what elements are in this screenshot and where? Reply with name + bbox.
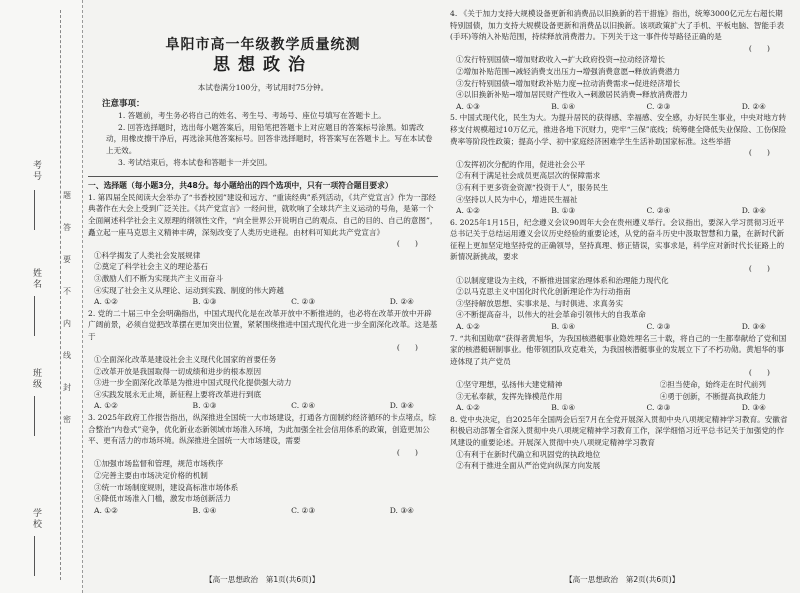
option: ②奠定了科学社会主义的理论基石 — [94, 262, 208, 272]
subject-title: 思想政治 — [213, 55, 313, 75]
question-stem: 5. 中国式现代化，民生为大。为提升居民的获得感、幸福感、安全感，办好民生事业，中央对地方转移支付规模超过10万亿元，推进各地下沉财力，兜牢“三保”底线；统筹健全降低失业保险、工伤保险费率等阶段性政策；提高小学、初中家庭经济困难学生生活补助国家标准。这些举措 — [450, 113, 787, 146]
choice-d: D. ③④ — [741, 322, 766, 332]
question-stem: 4. 《关于加力支持大规模设备更新和消费品以旧换新的若干措施》指出，统筹3000亿元左右超长期特别国债，加力支持大规模设备更新和消费品以旧换新。该项政策扩大了手机、平板电脑、智能手表(手环)等纳入补贴范围，持续释放消费潜力。下列关于这一事件传导路径正确的是 — [450, 9, 785, 42]
option: ②有利于推进全面从严治党向纵深方向发展 — [456, 461, 601, 471]
question-5 — [450, 112, 790, 216]
option: ②完善主要由市场决定价格的机制 — [94, 471, 208, 480]
option: ①科学揭发了人类社会发展规律 — [94, 250, 201, 260]
choice-c: C. ②④ — [646, 206, 671, 216]
question-stem: 8. 党中央决定，自2025年全国两会后至7月在全党开展深入贯彻中央八项规定精神学习教育。安徽省积极启动部署全省深入贯彻中央八项规定精神学习教育工作，深学细悟习近平总书记关于加强党的作风建设的重要论述。开展深入贯彻中央八项规定精神学习教育 — [450, 414, 788, 447]
choice-b: B. ①④ — [551, 101, 576, 111]
page-one-column — [88, 8, 438, 516]
question-3 — [88, 412, 438, 516]
name-label: 姓名 — [31, 268, 41, 290]
option: ④降低市场准入门槛，激发市场创新活力 — [94, 494, 231, 504]
school-line — [34, 536, 35, 576]
option: ①全面深化改革是建设社会主义现代化国家的首要任务 — [94, 355, 277, 365]
option: ②有利于满足社会成员更高层次的保障需求 — [456, 171, 601, 181]
answer-paren: ( ) — [396, 343, 418, 353]
answer-choices — [88, 296, 438, 308]
answer-paren: ( ) — [748, 43, 770, 53]
section-divider — [88, 176, 438, 177]
choice-a: A. ①② — [456, 403, 480, 413]
seal-char: 答 — [63, 223, 71, 232]
answer-choices — [450, 205, 790, 217]
answer-paren: ( ) — [748, 368, 770, 378]
choice-c: C. ②③ — [646, 403, 671, 413]
question-1 — [88, 192, 438, 308]
name-line — [34, 296, 35, 336]
choice-c: C. ②③ — [646, 101, 671, 111]
option: ①坚守理想，弘扬伟大建党精神 — [456, 380, 563, 389]
choice-a: A. ①② — [456, 206, 480, 216]
cut-line — [60, 10, 61, 580]
page-footer-left: 【高一思想政治 第1页(共6页)】 — [205, 575, 320, 584]
option: ①以制度建设为主线，不断推进国家治理体系和治理能力现代化 — [456, 275, 669, 285]
seal-char: 内 — [63, 319, 71, 328]
exam-title: 阜阳市高一年级教学质量统测 — [165, 37, 361, 53]
answer-paren: ( ) — [748, 264, 770, 274]
option-row — [450, 391, 790, 403]
option-row — [450, 379, 790, 391]
choice-d: D. ③④ — [741, 403, 766, 413]
option: ①有利于在新时代确立和巩固党的执政地位 — [456, 449, 601, 459]
school-label: 学校 — [31, 508, 41, 530]
choice-a: A. ①③ — [456, 101, 480, 111]
choice-b: B. ①③ — [192, 401, 217, 411]
option: ②改革开放是我国取得一切成绩和进步的根本原因 — [94, 366, 262, 376]
option: ③发行特别国债→增加财政补贴力度→拉动消费需求→促进经济增长 — [456, 78, 681, 88]
notice-item: 3. 考试结束后，将本试卷和答题卡一并交回。 — [118, 157, 272, 167]
option: ④以旧换新补贴→增加居民财产性收入→刺激居民消费→释放消费潜力 — [456, 90, 688, 100]
choice-a: A. ①② — [94, 297, 118, 307]
answer-paren: ( ) — [748, 148, 770, 158]
choice-b: B. ①④ — [551, 322, 576, 332]
choice-d: D. ③④ — [741, 206, 766, 216]
choice-d: D. ③④ — [389, 401, 414, 411]
page-two-column — [450, 8, 790, 472]
question-7 — [450, 333, 790, 414]
option: ③有利于更多资金资源“投资于人”，服务民生 — [456, 182, 609, 192]
question-stem: 2. 党的二十届三中全会明确指出，中国式现代化是在改革开放中不断推进的，也必将在改革开放中开辟广阔前景，必须自觉把改革摆在更加突出位置，紧紧围绕推进中国式现代化进一步全面深化改革。这是基于 — [88, 308, 438, 341]
section-heading: 一、选择题（每小题3分，共48分。每小题给出的四个选项中，只有一项符合题目要求） — [88, 181, 393, 191]
notice-item: 1. 答题前，考生务必将自己的姓名、考生号、考场号、座位号填写在答题卡上。 — [118, 111, 386, 121]
notice-item: 2. 回答选择题时，选出每小题答案后，用铅笔把答题卡上对应题目的答案标号涂黑。如需改动，用橡皮擦干净后，再选涂其他答案标号。回答非选择题时，将答案写在答题卡上。写在本试卷上无效。 — [106, 122, 433, 155]
choice-b: B. ①③ — [192, 297, 217, 307]
choice-a: A. ①② — [94, 505, 118, 515]
question-8 — [450, 414, 790, 472]
option: ③进一步全面深化改革是为推进中国式现代化提供强大动力 — [94, 378, 292, 388]
answer-choices — [88, 400, 438, 412]
option: ②担当使命，始终走在时代前列 — [659, 380, 766, 389]
option: ③无私奉献，发挥先锋模范作用 — [456, 391, 563, 401]
seal-char: 密 — [63, 415, 71, 424]
option: ③激励人们不断为实现共产主义而奋斗 — [94, 273, 224, 283]
seal-char: 封 — [63, 383, 71, 392]
choice-d: D. ③④ — [389, 505, 414, 515]
option: ④勇于创新，不断提高执政能力 — [659, 391, 766, 401]
seal-char: 要 — [63, 255, 71, 264]
exam-no-line — [34, 190, 35, 230]
choice-b: B. ①③ — [551, 206, 576, 216]
page-footer-right: 【高一思想政治 第2页(共6页)】 — [565, 575, 680, 584]
seal-char: 题 — [63, 191, 71, 200]
option: ①发行特别国债→增加财政收入→扩大政府投资→拉动经济增长 — [456, 55, 665, 65]
choice-c: C. ②③ — [291, 297, 316, 307]
question-4 — [450, 8, 790, 112]
answer-paren: ( ) — [396, 239, 418, 249]
question-stem: 6. 2025年1月15日，纪念遵义会议90周年大会在贵州遵义举行。会议指出，要深入学习贯彻习近平总书记关于总结运用遵义会议历史经验的重要论述，从党的奋斗历史中汲取智慧和力量，在新时代新征程上更加坚定地坚持党的正确领导，坚持真理、修正错误，实事求是，科学应对新时代长征路上的新情况新挑战，要求 — [450, 217, 785, 262]
answer-choices — [450, 101, 790, 113]
choice-d: D. ②④ — [741, 101, 766, 111]
choice-b: B. ①④ — [551, 403, 576, 413]
choice-a: A. ①② — [94, 401, 118, 411]
answer-choices — [88, 505, 438, 517]
option: ①加强市场监督和管理，规范市场秩序 — [94, 459, 224, 469]
binding-strip — [0, 0, 83, 593]
question-stem: 7. “共和国勋章”获得者黄旭华，为我国核潜艇事业隐姓埋名三十载，将自己的一生都奉献给了党和国家的核潜艇研制事业。他带领团队攻克难关，为我国核潜艇事业的发展立下了不朽功勋。黄旭华的事迹体现了共产党员 — [450, 333, 787, 366]
seal-char: 线 — [63, 351, 71, 360]
question-2 — [88, 308, 438, 412]
class-line — [34, 396, 35, 436]
exam-no-label: 考号 — [31, 160, 41, 182]
answer-paren: ( ) — [396, 447, 418, 457]
answer-choices — [450, 321, 790, 333]
choice-c: C. ②③ — [291, 505, 316, 515]
option: ②增加补贴范围→减轻消费支出压力→增强消费意愿→释放消费潜力 — [456, 66, 681, 76]
option: ④坚持以人民为中心，增进民生福祉 — [456, 194, 578, 204]
option: ④实践发展永无止境，新征程上要将改革进行到底 — [94, 389, 262, 399]
option: ④不断提高奋斗，以伟大的社会革命引领伟大的自我革命 — [456, 310, 646, 320]
answer-choices — [450, 402, 790, 414]
question-6 — [450, 217, 790, 333]
choice-b: B. ①④ — [192, 505, 217, 515]
class-label: 班级 — [31, 368, 41, 390]
notice-heading: 注意事项： — [102, 98, 145, 109]
score-info: 本试卷满分100分，考试用时75分钟。 — [197, 83, 329, 92]
choice-c: C. ②③ — [646, 322, 671, 332]
choice-c: C. ②④ — [291, 401, 316, 411]
seal-char: 不 — [63, 287, 71, 296]
option: ①发挥初次分配的作用，促进社会公平 — [456, 159, 586, 169]
option: ④实现了社会主义从理论、运动到实践、制度的伟大跨越 — [94, 285, 284, 295]
question-stem: 3. 2025年政府工作报告指出，纵深推进全国统一大市场建设，打通各方面制约经济循环的卡点堵点，综合整治“内卷式”竞争，优化新业态新领域市场准入环境，为此加强全社会信用体系的政策，创造更加公平、更有活力的市场环境。纵深推进全国统一大市场建设，需要 — [88, 413, 436, 446]
option: ②以马克思主义中国化时代化创新理论作为行动指南 — [456, 287, 631, 297]
question-stem: 1. 第四届全民阅读大会举办了“书香校园”建设和远方、“重读经典”系列活动，《共产党宣言》作为一部经典著作在大会上受到广泛关注。《共产党宣言》一经问世，就吹响了全球共产主义运动的号角，是第一个全面阐述科学社会主义原理的纲领性文件，“向全世界公开说明自己的观点、自己的目的、自己的意图”，矗立起一座马克思主义精神丰碑，深刻改变了人类历史进程。由材料可知此共产党宣言》 — [88, 192, 438, 237]
option: ③统一市场制度规则，建设高标准市场体系 — [94, 482, 239, 492]
choice-d: D. ②④ — [389, 297, 414, 307]
choice-a: A. ①② — [456, 322, 480, 332]
option: ③坚持解放思想、实事求是、与时俱进、求真务实 — [456, 298, 624, 308]
